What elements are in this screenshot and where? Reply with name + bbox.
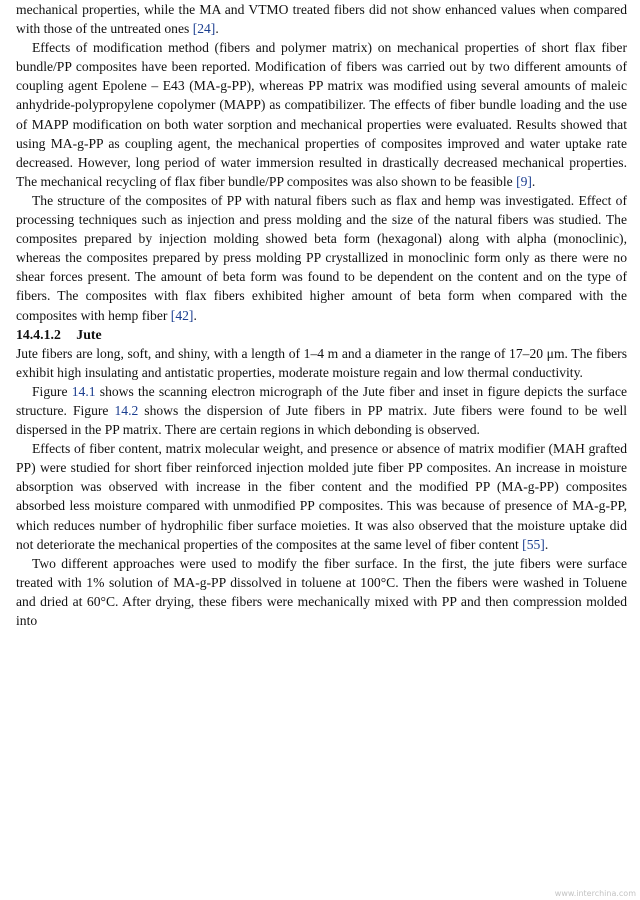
- paragraph-6: [16, 439, 627, 554]
- paragraph-text: mechanical properties, while the MA and VTMO treated fibers did not show enhanced values when compared with those of the untreated ones: [16, 2, 627, 37]
- citation-link[interactable]: [55]: [522, 536, 545, 552]
- figure-link[interactable]: 14.2: [114, 402, 139, 418]
- paragraph-text: Effects of modification method (fibers and polymer matrix) on mechanical properties of short flax fiber bundle/PP composites have been reported. Modification of fibers was carried out by two different amounts of coupling agent Epolene – E43 (MA-g-PP), whereas PP matrix was modified using several amounts of maleic anhydride-polypropylene copolymer (MAPP) as compatibilizer. The effects of fiber bundle loading and the use of MAPP modification on both water sorption and mechanical properties were evaluated. Results showed that using MA-g-PP as coupling agent, the mechanical properties of composites improved and water uptake rate decreased. However, long period of water immersion resulted in drastically decreased mechanical properties. The mechanical recycling of flax fiber bundle/PP composites was also shown to be feasible: [16, 40, 627, 189]
- citation-link[interactable]: [42]: [170, 307, 194, 323]
- figure-link[interactable]: 14.1: [71, 383, 96, 399]
- paragraph-4: [16, 344, 627, 382]
- paragraph-text: shows the scanning electron micrograph of the Jute fiber and inset in figure depicts the surface structure. Figure: [16, 383, 628, 418]
- document-page: [16, 0, 627, 900]
- section-title: Jute: [76, 326, 102, 342]
- citation-link[interactable]: [9]: [516, 173, 532, 189]
- section-heading: [16, 325, 627, 344]
- paragraph-text: Effects of fiber content, matrix molecular weight, and presence or absence of matrix modifier (MAH grafted PP) were studied for short fiber reinforced injection molded jute fiber PP composites. An increase in moisture absorption was observed with increase in the fiber content and the modified PP (MA-g-PP) composites absorbed less moisture compared with unmodified PP composites. This was because of presence of MA-g-PP, which reduces number of hydrophilic fiber surface moieties. It was also observed that the moisture uptake did not deteriorate the mechanical properties of the composites at the same level of fiber content: [16, 441, 627, 552]
- paragraph-text: Two different approaches were used to modify the fiber surface. In the first, the jute fibers were surface treated with 1% solution of MA-g-PP dissolved in toluene at 100°C. Then the fibers were washed in Toluene and dried at 60°C. After drying, these fibers were mechanically mixed with PP and then compression molded into: [16, 555, 627, 628]
- paragraph-text: .: [544, 536, 549, 552]
- paragraph-text: The structure of the composites of PP with natural fibers such as flax and hemp was investigated. Effect of processing techniques such as injection and press molding and the size of the natural fibers was studied. The composites prepared by injection molding showed beta form (hexagonal) along with alpha (monoclinic), whereas the composites prepared by press molding PP crystallized in monoclinic form only as there were no shear forces present. The amount of beta form was found to be dependent on the content and on the type of fibers. The composites with flax fibers exhibited higher amount of beta form when compared with the composites with hemp fiber: [16, 192, 627, 323]
- paragraph-text: shows the dispersion of Jute fibers in PP matrix. Jute fibers were found to be well dispersed in the PP matrix. There are certain regions in which debonding is observed.: [16, 402, 627, 438]
- paragraph-text: Jute fibers are long, soft, and shiny, with a length of 1–4 m and a diameter in the range of 17–20 μm. The fibers exhibit high insulating and antistatic properties, moderate moisture regain and low thermal conductivity.: [16, 345, 627, 380]
- section-number: 14.4.1.2: [16, 326, 61, 342]
- paragraph-5: [16, 382, 627, 439]
- paragraph-2: [16, 38, 627, 191]
- paragraph-text: .: [531, 173, 536, 189]
- paragraph-7: [16, 554, 627, 630]
- paragraph-1: [16, 0, 627, 38]
- paragraph-text: .: [193, 307, 197, 323]
- paragraph-text: .: [215, 21, 219, 37]
- watermark: www.interchina.com: [554, 889, 636, 898]
- paragraph-text: Figure: [32, 383, 72, 399]
- citation-link[interactable]: [24]: [192, 21, 216, 37]
- paragraph-3: [16, 191, 627, 325]
